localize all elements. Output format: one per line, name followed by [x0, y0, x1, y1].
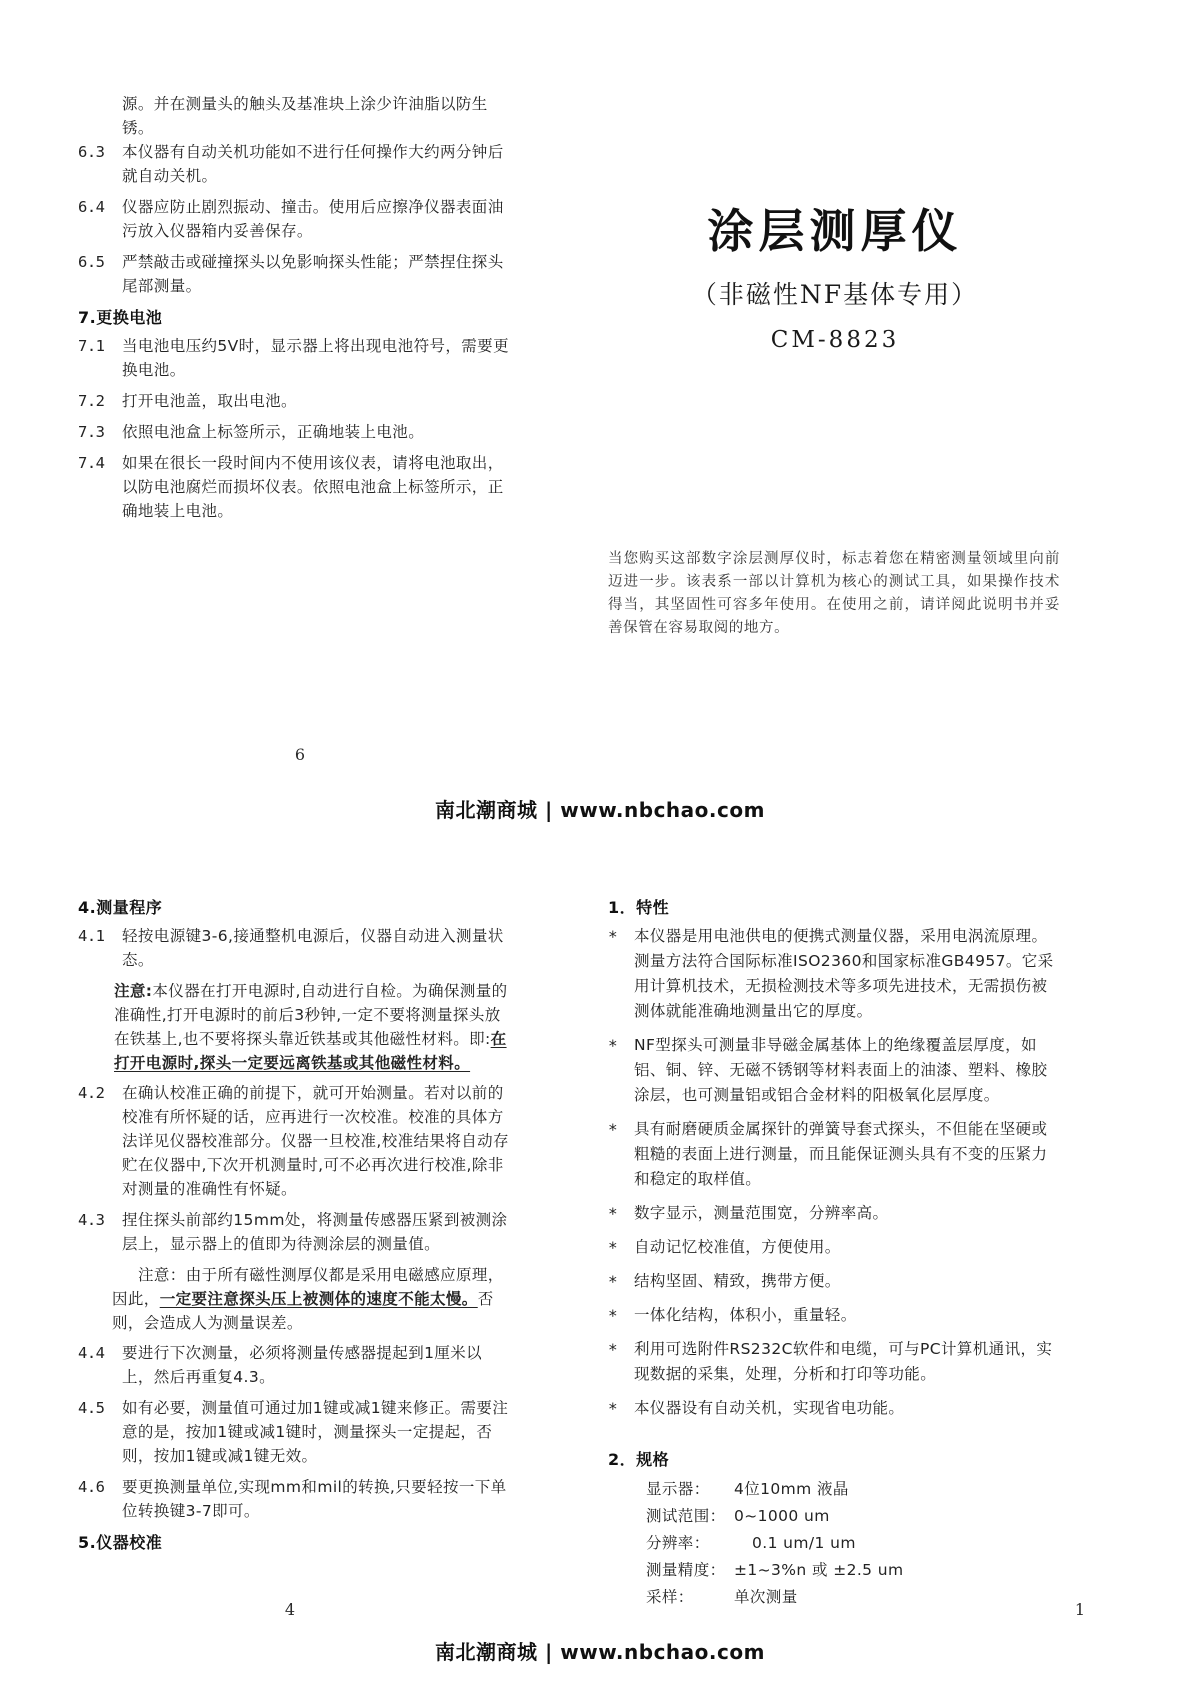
list-item [78, 195, 513, 243]
page-title: 涂层测厚仪 [707, 204, 963, 258]
intro-paragraph: 当您购买这部数字涂层测厚仪时，标志着您在精密测量领域里向前迈进一步。该表系一部以计算机为核心的测试工具，如果操作技术得当，其坚固性可容多年使用。在使用之前，请详阅此说明书并妥善保管在容易取阅的地方。 [608, 551, 1060, 636]
note-text-before: 由于所有磁性测厚仪都是采用电磁感应原理，因此， [112, 1266, 504, 1308]
feature-text: 数字显示，测量范围宽，分辨率高。 [634, 1204, 889, 1222]
feature-text: 利用可选附件RS232C软件和电缆，可与PC计算机通讯，实现数据的采集，处理，分析和打印等功能。 [634, 1340, 1053, 1383]
item-text: 如有必要，测量值可通过加1键或减1键来修正。需要注意的是，按加1键或减1键时，测量探头一定提起，否则，按加1键或减1键无效。 [122, 1399, 509, 1465]
spec-key: 采样： [646, 1588, 694, 1606]
page-number: 4 [284, 1600, 296, 1619]
list-item [78, 451, 513, 523]
spec-value: 0~1000 um [734, 1507, 830, 1525]
bullet-star-icon: * [608, 1036, 619, 1055]
note-emphasis: 一定要注意探头压上被测体的速度不能太慢。 [159, 1290, 478, 1308]
bullet-star-icon: * [608, 1340, 619, 1359]
item-text: 当电池电压约5V时，显示器上将出现电池符号，需要更换电池。 [122, 337, 509, 379]
list-item [78, 1475, 513, 1523]
spec-row [646, 1503, 1060, 1530]
list-item [78, 334, 513, 382]
item-text: 在确认校准正确的前提下，就可开始测量。若对以前的校准有所怀疑的话，应再进行一次校准。校准的具体方法详见仪器校准部分。仪器一旦校准,校准结果将自动存贮在仪器中,下次开机测量时,可不必再次进行校准,除非对测量的准确性有怀疑。 [122, 1084, 509, 1198]
item-tag: 6.3 [78, 143, 105, 161]
item-text: 打开电池盖，取出电池。 [122, 392, 297, 410]
bullet-star-icon: * [608, 927, 619, 946]
model-number: CM-8823 [770, 327, 900, 353]
feature-text: 本仪器是用电池供电的便携式测量仪器，采用电涡流原理。测量方法符合国际标准ISO2360和国家标准GB4957。它采用计算机技术，无损检测技术等多项先进技术，无需损伤被测体就能准确地测量出它的厚度。 [634, 927, 1054, 1020]
note-4-3 [112, 1263, 513, 1335]
bullet-star-icon: * [608, 1306, 619, 1325]
spec-key: 显示器： [646, 1480, 710, 1498]
feature-item [608, 1117, 1060, 1192]
spec-key: 测量精度： [646, 1561, 726, 1579]
section-heading-4: 4.测量程序 [78, 898, 163, 917]
spec-value: 4位10mm 液晶 [734, 1480, 849, 1498]
spec-row [646, 1476, 1060, 1503]
bullet-star-icon: * [608, 1120, 619, 1139]
list-item [78, 1208, 513, 1256]
item-tag: 7.1 [78, 337, 105, 355]
item-tag: 4.3 [78, 1211, 105, 1229]
section-heading-2: 2．规格 [608, 1450, 670, 1469]
item-tag: 6.4 [78, 198, 105, 216]
spec-key: 测试范围： [646, 1507, 726, 1525]
bullet-star-icon: * [608, 1204, 619, 1223]
note-emphasis: 在打开电源时,探头一定要远离铁基或其他磁性材料。 [114, 1030, 507, 1072]
list-item [78, 140, 513, 188]
list-item [78, 1396, 513, 1468]
feature-text: 本仪器设有自动关机，实现省电功能。 [634, 1399, 905, 1417]
item-text: 捏住探头前部约15mm处，将测量传感器压紧到被测涂层上，显示器上的值即为待测涂层的测量值。 [122, 1211, 508, 1253]
note-text-after: 否则，会造成人为测量误差。 [112, 1290, 494, 1332]
product-title-block [600, 195, 1070, 353]
bottom-left-column [78, 895, 513, 1559]
feature-item [608, 924, 1060, 1024]
spec-row [646, 1584, 1060, 1611]
item-tag: 6.5 [78, 253, 105, 271]
feature-text: NF型探头可测量非导磁金属基体上的绝缘覆盖层厚度，如铝、铜、锌、无磁不锈钢等材料表面上的油漆、塑料、橡胶涂层，也可测量铝或铝合金材料的阳极氧化层厚度。 [634, 1036, 1048, 1104]
spec-value: ±1~3%n 或 ±2.5 um [734, 1561, 904, 1579]
feature-item [608, 1033, 1060, 1108]
item-tag: 4.5 [78, 1399, 105, 1417]
item-text: 要进行下次测量，必须将测量传感器提起到1厘米以上，然后再重复4.3。 [122, 1344, 483, 1386]
bullet-star-icon: * [608, 1272, 619, 1291]
bottom-right-column [608, 895, 1060, 1611]
note-label: 注意: [114, 982, 153, 1000]
feature-item [608, 1269, 1060, 1294]
item-tag: 4.1 [78, 927, 105, 945]
list-item [78, 1341, 513, 1389]
watermark-bottom: 南北潮商城 | www.nbchao.com [435, 1640, 765, 1664]
feature-text: 自动记忆校准值，方便使用。 [634, 1238, 841, 1256]
list-item [78, 1081, 513, 1201]
feature-item [608, 1337, 1060, 1387]
feature-item [608, 1235, 1060, 1260]
spec-row [646, 1530, 1060, 1557]
list-item [78, 924, 513, 972]
section-heading-1: 1．特性 [608, 898, 670, 917]
section-heading-7: 7.更换电池 [78, 308, 163, 327]
page-number: 1 [1074, 1600, 1086, 1619]
note-label: 注意： [138, 1266, 186, 1284]
item-text: 如果在很长一段时间内不使用该仪表，请将电池取出，以防电池腐烂而损坏仪表。依照电池盒上标签所示，正确地装上电池。 [122, 454, 504, 520]
item-tag: 7.3 [78, 423, 105, 441]
item-text: 要更换测量单位,实现mm和mil的转换,只要轻按一下单位转换键3-7即可。 [122, 1478, 507, 1520]
list-item [78, 389, 513, 413]
spec-value: 单次测量 [734, 1588, 798, 1606]
item-text: 仪器应防止剧烈振动、撞击。使用后应擦净仪器表面油污放入仪器箱内妥善保存。 [122, 198, 504, 240]
spec-key: 分辨率： [646, 1534, 710, 1552]
item-text: 严禁敲击或碰撞探头以免影响探头性能；严禁捏住探头尾部测量。 [122, 253, 504, 295]
top-left-column [78, 92, 513, 530]
continued-paragraph: 源。并在测量头的触头及基准块上涂少许油脂以防生锈。 [122, 95, 488, 137]
feature-text: 具有耐磨硬质金属探针的弹簧导套式探头，不但能在坚硬或粗糙的表面上进行测量，而且能保证测头具有不变的压紧力和稳定的取样值。 [634, 1120, 1048, 1188]
list-item [78, 420, 513, 444]
item-text: 本仪器有自动关机功能如不进行任何操作大约两分钟后就自动关机。 [122, 143, 504, 185]
list-item [78, 250, 513, 298]
feature-item [608, 1303, 1060, 1328]
feature-text: 一体化结构，体积小，重量轻。 [634, 1306, 857, 1324]
feature-item [608, 1396, 1060, 1421]
watermark-middle: 南北潮商城 | www.nbchao.com [435, 798, 765, 822]
item-tag: 4.4 [78, 1344, 105, 1362]
feature-text: 结构坚固、精致，携带方便。 [634, 1272, 841, 1290]
feature-item [608, 1201, 1060, 1226]
item-text: 轻按电源键3-6,接通整机电源后，仪器自动进入测量状态。 [122, 927, 504, 969]
bullet-star-icon: * [608, 1399, 619, 1418]
bullet-star-icon: * [608, 1238, 619, 1257]
note-text: 本仪器在打开电源时,自动进行自检。为确保测量的准确性,打开电源时的前后3秒钟,一定不要将测量探头放在铁基上,也不要将探头靠近铁基或其他磁性材料。即: [114, 982, 508, 1048]
item-tag: 7.4 [78, 454, 105, 472]
note-4-1 [114, 979, 513, 1075]
item-tag: 4.2 [78, 1084, 105, 1102]
spec-row [646, 1557, 1060, 1584]
item-tag: 7.2 [78, 392, 105, 410]
page-subtitle: （非磁性NF基体专用） [691, 280, 979, 309]
spec-value: 0.1 um/1 um [752, 1534, 856, 1552]
item-tag: 4.6 [78, 1478, 105, 1496]
section-heading-5: 5.仪器校准 [78, 1533, 163, 1552]
page-number: 6 [294, 745, 306, 764]
item-text: 依照电池盒上标签所示，正确地装上电池。 [122, 423, 425, 441]
